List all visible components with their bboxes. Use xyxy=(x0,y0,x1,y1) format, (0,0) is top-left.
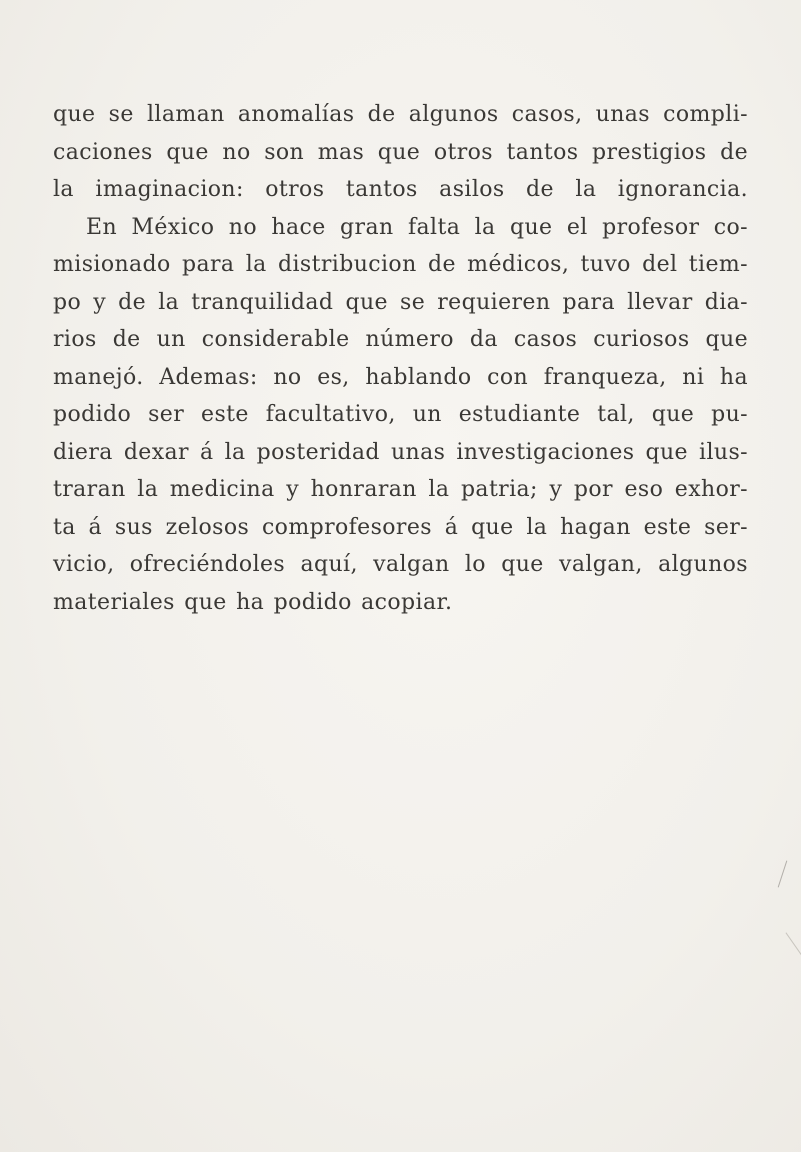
paragraph-start-line: En México no hace gran falta la que el profesor co- xyxy=(86,214,748,240)
text-line: ta á sus zelosos comprofesores á que la hagan este ser- xyxy=(53,514,748,540)
text-line: misionado para la distribucion de médicos, tuvo del tiem- xyxy=(53,252,748,277)
text-line: manejó. Ademas: no es, hablando con franqueza, ni ha xyxy=(53,364,748,390)
text-line: traran la medicina y honraran la patria; y por eso exhor- xyxy=(53,477,748,502)
text-line: diera dexar á la posteridad unas investigaciones que ilus- xyxy=(53,439,748,465)
paper-edge-mark xyxy=(778,861,788,888)
text-line: po y de la tranquilidad que se requieren para llevar dia- xyxy=(53,289,748,315)
text-line: que se llaman anomalías de algunos casos, unas compli- xyxy=(53,102,748,127)
text-line: vicio, ofreciéndoles aquí, valgan lo que valgan, algunos xyxy=(53,552,748,577)
text-line: caciones que no son mas que otros tantos prestigios de xyxy=(53,139,748,165)
text-line: rios de un considerable número da casos curiosos que xyxy=(53,327,748,352)
text-line: la imaginacion: otros tantos asilos de la ignorancia. xyxy=(53,177,748,202)
paper-edge-mark xyxy=(785,932,801,957)
text-line: podido ser este facultativo, un estudiante tal, que pu- xyxy=(53,402,748,427)
body-text xyxy=(53,96,748,621)
text-line-last: materiales que ha podido acopiar. xyxy=(53,589,453,615)
